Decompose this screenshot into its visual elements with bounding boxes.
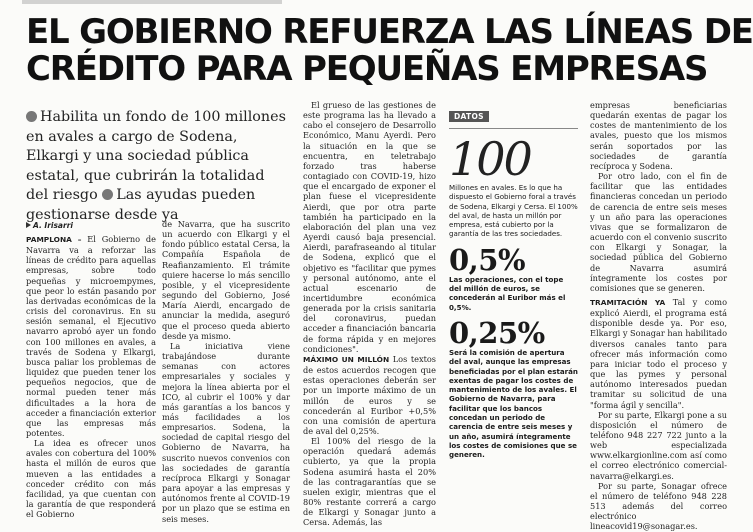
section-rule xyxy=(22,0,282,4)
bullet-dot-icon xyxy=(26,111,37,122)
figure-0-25-text: Será la comisión de apertura del aval, aunque las empresas beneficiadas por el plan estarán exentas de pagar los costes de mantenimiento de los avales. El Gobierno de Navarra, para facilitar que los bancos concedan un periodo de carencia de entre seis meses y un año, asumirá íntegramente los costes de comisiones que se generen. xyxy=(449,347,578,460)
paragraph: La iniciativa viene trabajándose durante semanas con actores empresariales y sociales y mejora la línea abierta por el ICO, al cubrir el 100% y dar más garantías a los bancos y más facilidades a los empresarios. Sodena, la sociedad de capital riesgo del Gobierno de Navarra, ha suscrito nuevos convenios con las sociedades de garantía recíproca Elkargi y Sonagar para apoyar a las empresas y autónomos frente al COVID-19 por un plazo que se estima en seis meses. xyxy=(162,340,290,524)
paragraph: Por otro lado, con el fin de facilitar que las entidades financieras concedan un periodo de carencia de entre seis meses y un año para las operaciones vivas que se formalizaron de acuerdo con el convenio suscrito con Elkargi y Sonagar, la sociedad pública del Gobierno de Navarra asumirá íntegramente los costes por comisiones que se generen. xyxy=(590,171,727,293)
paragraph xyxy=(590,297,727,410)
subhead: MÁXIMO UN MILLÓN xyxy=(303,354,390,364)
paragraph: Por su parte, Elkargi pone a su disposición el número de teléfono 948 227 722 junto a la web especializada www.elkargionline.com así como el correo electrónico comercial-navarra@elkargi.es. xyxy=(590,409,727,481)
figure-0-5: 0,5% xyxy=(449,242,526,277)
article-column-2 xyxy=(162,219,290,524)
paragraph xyxy=(26,234,156,438)
figure-100: 100 xyxy=(449,132,531,186)
article-column-1 xyxy=(26,234,156,520)
paragraph: empresas beneficiarias quedarán exentas de pagar los costes de mantenimiento de los avales, puesto que los mismos serán soportados por las sociedades de garantía recíproca y Sodena. xyxy=(590,100,727,171)
headline-line-1: EL GOBIERNO REFUERZA LAS LÍNEAS DE xyxy=(26,12,753,52)
paragraph-text: Los textos de estos acuerdos recogen que estas operaciones deberán ser por un importe máximo de un millón de euros y se concederán al Euribor +0,5% con una comisión de apertura de aval del 0,25%. xyxy=(303,353,436,436)
bullet-dot-icon xyxy=(102,189,113,200)
figure-0-5-text: Las operaciones, con el tope del millón de euros, se concederán al Euribor más el 0,5%. xyxy=(449,274,566,312)
headline xyxy=(26,12,753,89)
paragraph: Por su parte, Sonagar ofrece el número de teléfono 948 228 513 además del correo electrónico lineacovid19@sonagar.es. xyxy=(590,480,727,532)
paragraph: El 100% del riesgo de la operación quedará además cubierto, ya que la propia Sodena asumirá hasta el 20% de las contragarantías que se suelen exigir, mientras que el 80% restante correrá a cargo de Elkargi y Sonagar junto a Cersa. Además, las xyxy=(303,436,436,528)
triangle-icon xyxy=(26,222,31,228)
byline-author: A. Irisarri xyxy=(33,221,73,230)
datos-tag: DATOS xyxy=(449,111,489,122)
figure-100-text: Millones en avales. Es lo que ha dispuesto el Gobierno foral a través de Sodena, Elkargi y Cersa. El 100% del aval, de hasta un millón por empresa, está cubierto por la garantía de las tres sociedades. xyxy=(449,183,578,239)
paragraph-text: El Gobierno de Navarra va a reforzar las líneas de crédito para aquellas empresas, sobre todo pequeñas y microempymes, que peor lo están pasando por las derivadas económicas de la crisis del coronavirus. En su sesión semanal, el Ejecutivo navarro aprobó ayer un fondo con 100 millones en avales, a través de Sodena y Elkargi, busca paliar los problemas de liquidez que pueden tener los pequeños negocios, que de normal pueden tener más dificultades a la hora de acceder a financiación exterior que las empresas más potentes. xyxy=(26,234,156,438)
paragraph: El grueso de las gestiones de este programa las ha llevado a cabo el consejero de Desarrollo Económico, Manu Ayerdi. Pero la situación en la que se encuentra, en teletrabajo forzado tras haberse contagiado con COVID-19, hizo que el encargado de exponer el plan fuese el vicepresidente Aierdi, que por otra parte también ha participado en la elaboración del plan una vez Ayerdi causó baja presencial. Aierdi, parafraseando al titular de Sodena, explicó que el objetivo es "facilitar que pymes y personal autónomo, ante el actual escenario de incertidumbre económica generada por la crisis sanitaria del coronavirus, puedan acceder a financiación bancaria de forma rápida y en mejores condiciones". xyxy=(303,100,436,354)
paragraph-text: Tal y como explicó Aierdi, el programa está disponible desde ya. Por eso, Elkargi y Sonagar han habilitado diversos canales tanto para ofrecer más información como para iniciar todo el proceso y que las pymes y personal autónomo interesados puedan tramitar su solicitud de una "forma ágil y sencilla". xyxy=(590,296,727,410)
datos-sidebar xyxy=(449,104,578,496)
byline xyxy=(26,221,73,230)
divider xyxy=(449,128,578,129)
article-column-5 xyxy=(590,100,727,532)
dateline: PAMPLONA – xyxy=(26,235,82,244)
subhead: TRAMITACIÓN YA xyxy=(590,297,666,307)
figure-0-25: 0,25% xyxy=(449,315,545,350)
paragraph xyxy=(303,354,436,436)
deck-text-2: Las ayudas pueden gestionarse desde ya xyxy=(26,187,256,223)
paragraph: La idea es ofrecer unos avales con cobertura del 100% hasta el millón de euros que mueven a las entidades a conceder crédito con más facilidad, ya que cuentan con la garantía de que responderá el Gobierno xyxy=(26,438,156,520)
deck-subtitle xyxy=(26,108,290,226)
paragraph: de Navarra, que ha suscrito un acuerdo con Elkargi y el fondo público estatal Cersa, la Compañía Española de Reafianzamiento. El trámite quiere hacerse lo más sencillo posible, y el vicepresidente segundo del Gobierno, José María Aierdi, encargado de anunciar la medida, aseguró que el proceso queda abierto desde ya mismo. xyxy=(162,219,290,341)
deck-text-1: Habilita un fondo de 100 millones en avales a cargo de Sodena, Elkargi y una sociedad pública estatal, que cubrirán la totalidad del riesgo xyxy=(26,109,286,204)
article-column-3 xyxy=(303,100,436,528)
headline-line-2: CRÉDITO PARA PEQUEÑAS EMPRESAS xyxy=(26,49,708,89)
